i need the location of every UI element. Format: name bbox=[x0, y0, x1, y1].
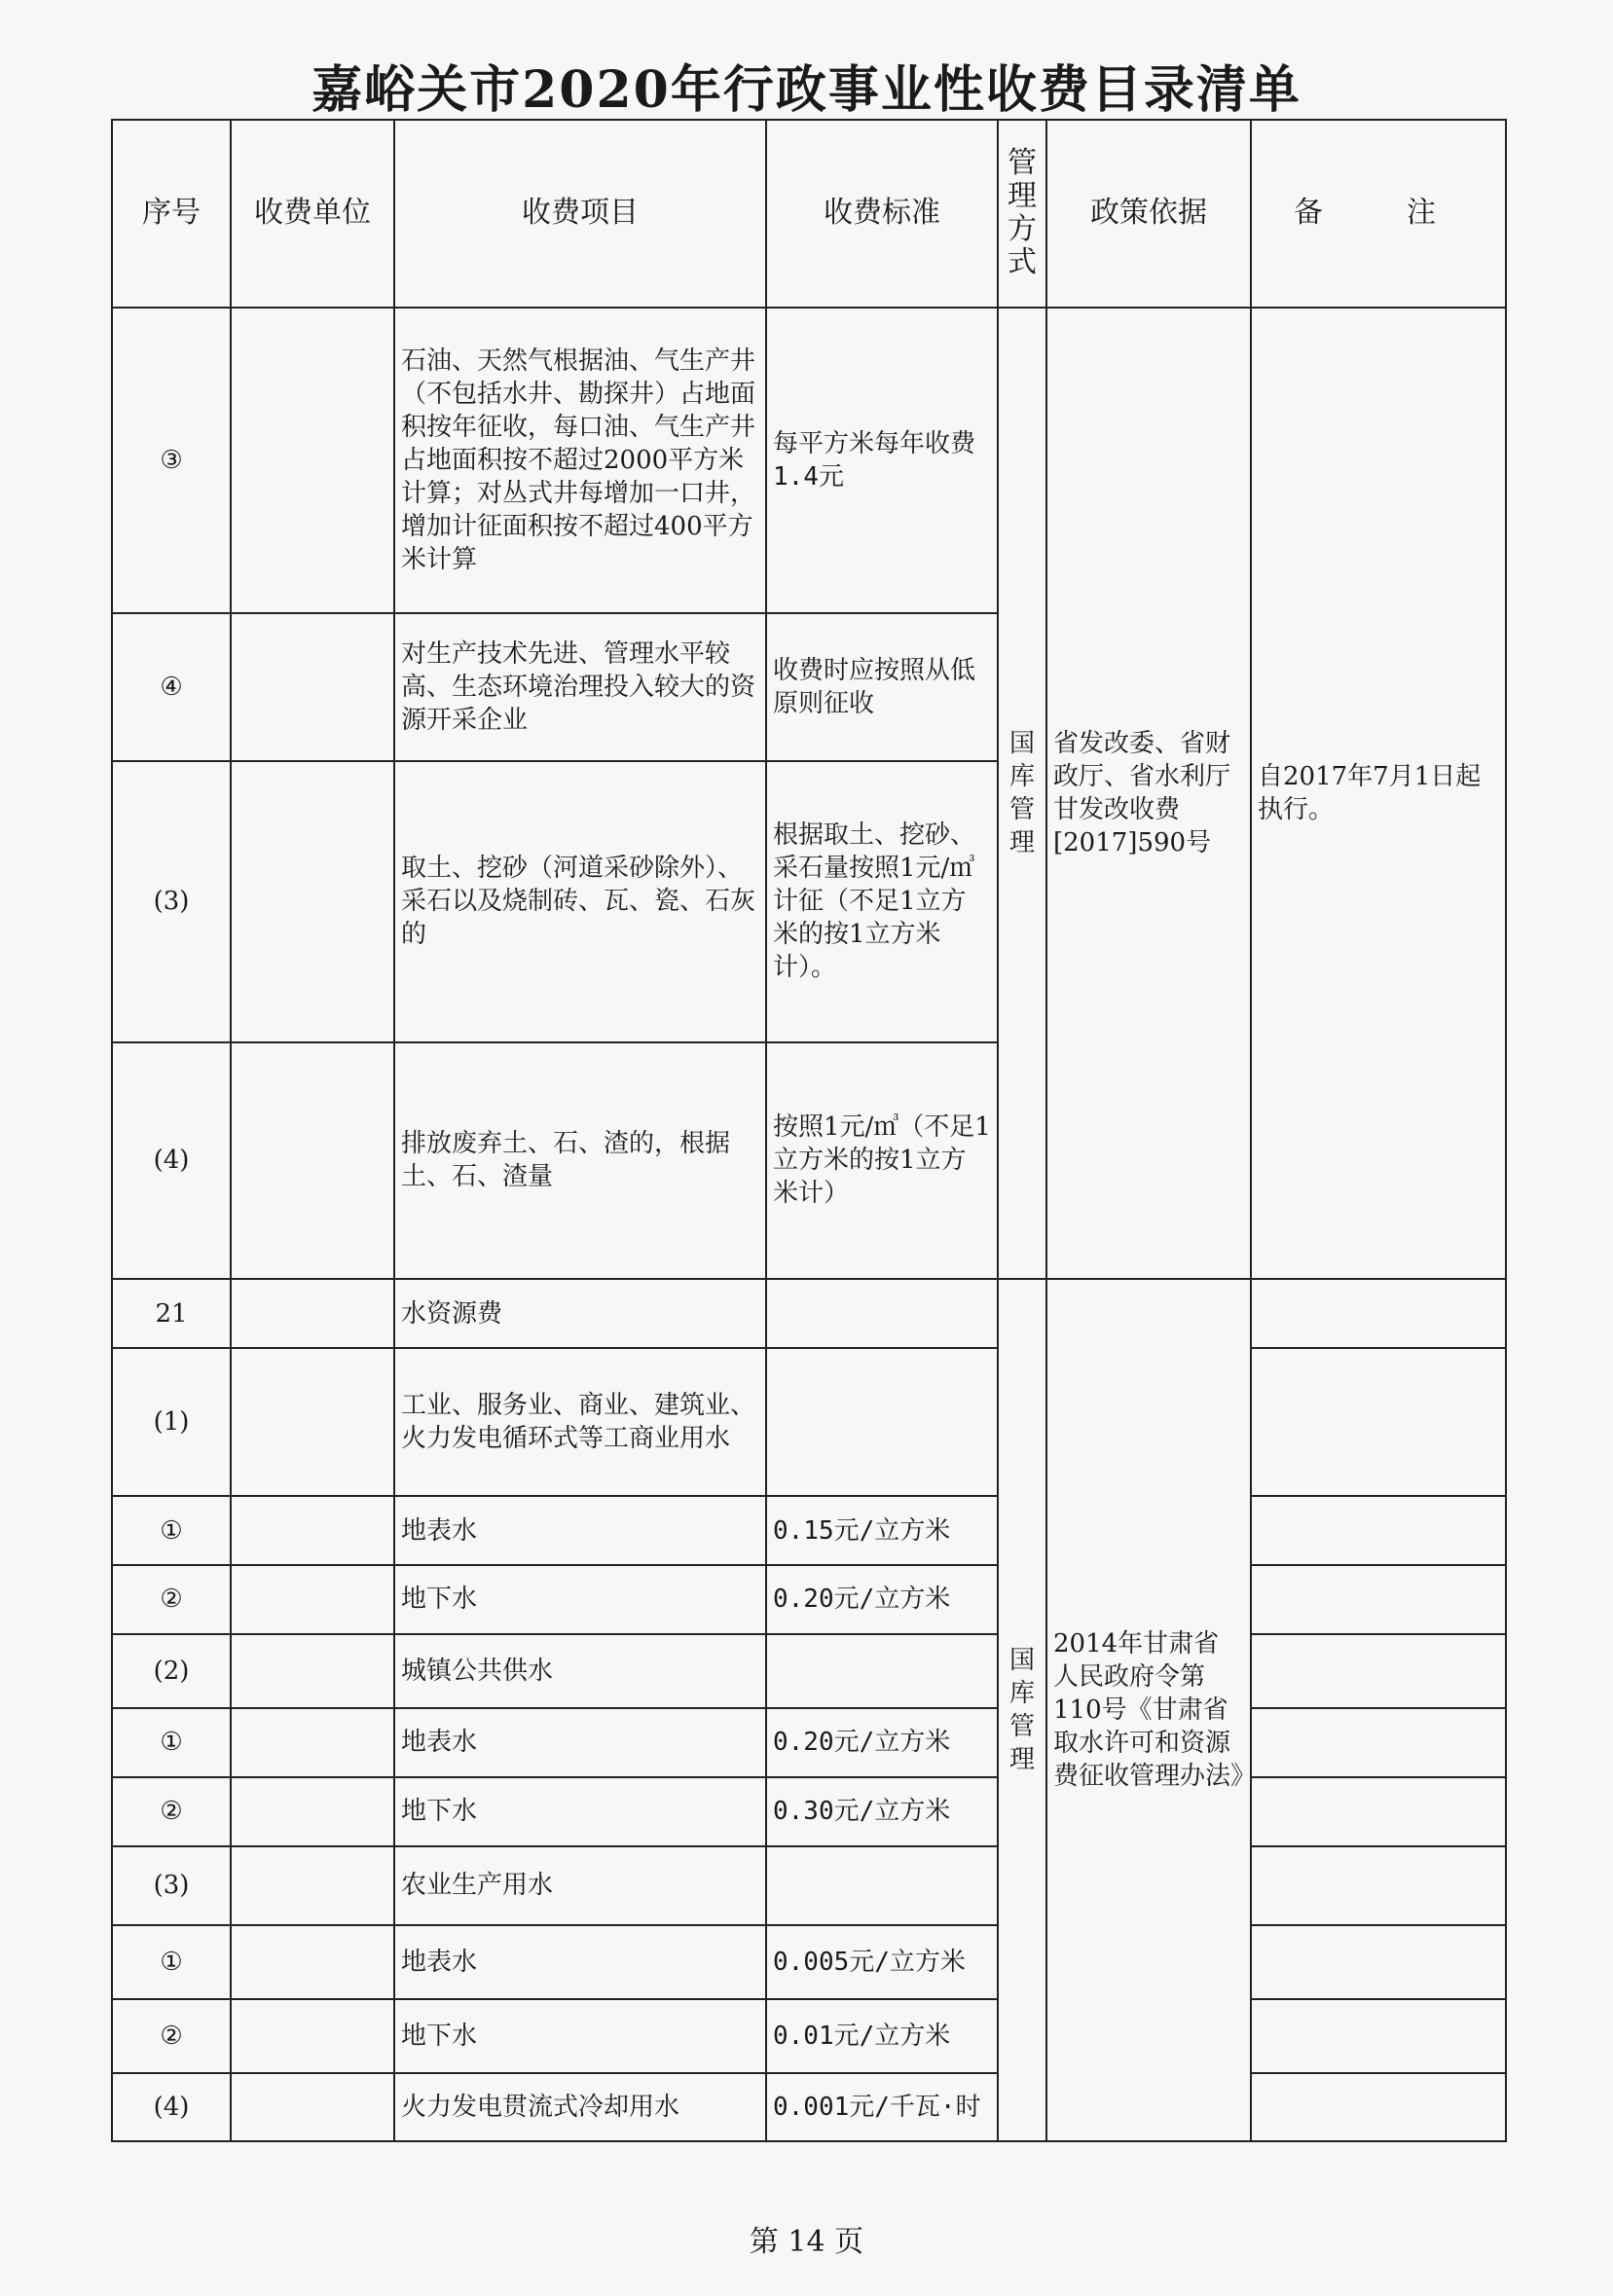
row-seq: ① bbox=[112, 1925, 231, 1999]
row-standard: 0.20元/立方米 bbox=[766, 1565, 998, 1634]
row-seq: 21 bbox=[112, 1279, 231, 1348]
row-item: 城镇公共供水 bbox=[394, 1634, 766, 1708]
row-standard bbox=[766, 1348, 998, 1496]
row-standard: 每平方米每年收费1.4元 bbox=[766, 308, 998, 613]
row-item: 农业生产用水 bbox=[394, 1846, 766, 1925]
remark-group1: 自2017年7月1日起执行。 bbox=[1251, 308, 1506, 1279]
row-item: 地表水 bbox=[394, 1925, 766, 1999]
remark-cell bbox=[1251, 1279, 1506, 1348]
header-remark: 备 注 bbox=[1251, 120, 1506, 308]
remark-cell bbox=[1251, 1777, 1506, 1846]
row-standard: 0.005元/立方米 bbox=[766, 1925, 998, 1999]
mgmt-method-group2: 国 库 管 理 bbox=[998, 1279, 1046, 2141]
row-unit bbox=[231, 1777, 394, 1846]
row-seq: (3) bbox=[112, 1846, 231, 1925]
row-unit bbox=[231, 1348, 394, 1496]
row-seq: (4) bbox=[112, 1042, 231, 1279]
row-standard bbox=[766, 1279, 998, 1348]
row-standard bbox=[766, 1846, 998, 1925]
row-unit bbox=[231, 308, 394, 613]
mgmt-method-group1: 国 库 管 理 bbox=[998, 308, 1046, 1279]
row-item: 地表水 bbox=[394, 1496, 766, 1565]
remark-cell bbox=[1251, 1565, 1506, 1634]
header-policy: 政策依据 bbox=[1046, 120, 1251, 308]
table-row bbox=[112, 308, 1506, 613]
remark-cell bbox=[1251, 1846, 1506, 1925]
row-standard: 收费时应按照从低原则征收 bbox=[766, 613, 998, 761]
policy-basis-group1: 省发改委、省财政厅、省水利厅甘发改收费[2017]590号 bbox=[1046, 308, 1251, 1279]
row-unit bbox=[231, 1565, 394, 1634]
table-row bbox=[112, 2073, 1506, 2141]
row-standard: 0.20元/立方米 bbox=[766, 1708, 998, 1777]
row-unit bbox=[231, 1042, 394, 1279]
table-row bbox=[112, 1999, 1506, 2073]
header-row bbox=[112, 120, 1506, 308]
remark-cell bbox=[1251, 1925, 1506, 1999]
row-item: 地下水 bbox=[394, 1565, 766, 1634]
row-seq: ① bbox=[112, 1708, 231, 1777]
row-standard: 0.15元/立方米 bbox=[766, 1496, 998, 1565]
row-unit bbox=[231, 1634, 394, 1708]
remark-cell bbox=[1251, 1348, 1506, 1496]
remark-cell bbox=[1251, 1999, 1506, 2073]
row-seq: (4) bbox=[112, 2073, 231, 2141]
row-standard: 按照1元/㎥（不足1立方米的按1立方米计） bbox=[766, 1042, 998, 1279]
row-item: 水资源费 bbox=[394, 1279, 766, 1348]
row-standard bbox=[766, 1634, 998, 1708]
row-item: 地下水 bbox=[394, 1999, 766, 2073]
table-row bbox=[112, 1708, 1506, 1777]
row-seq: ① bbox=[112, 1496, 231, 1565]
row-seq: (1) bbox=[112, 1348, 231, 1496]
row-seq: (3) bbox=[112, 761, 231, 1042]
row-unit bbox=[231, 1999, 394, 2073]
row-unit bbox=[231, 1846, 394, 1925]
row-standard: 0.30元/立方米 bbox=[766, 1777, 998, 1846]
table-row bbox=[112, 1925, 1506, 1999]
table-row bbox=[112, 1496, 1506, 1565]
fee-table bbox=[111, 119, 1507, 2142]
row-item: 地表水 bbox=[394, 1708, 766, 1777]
page-number: 第 14 页 bbox=[749, 2225, 864, 2259]
row-standard: 0.001元/千瓦·时 bbox=[766, 2073, 998, 2141]
row-seq: ② bbox=[112, 1565, 231, 1634]
row-item: 对生产技术先进、管理水平较高、生态环境治理投入较大的资源开采企业 bbox=[394, 613, 766, 761]
page-title: 嘉峪关市2020年行政事业性收费目录清单 bbox=[312, 60, 1301, 120]
row-unit bbox=[231, 1279, 394, 1348]
table-row bbox=[112, 1279, 1506, 1348]
row-seq: ③ bbox=[112, 308, 231, 613]
policy-basis-group2: 2014年甘肃省人民政府令第110号《甘肃省取水许可和资源费征收管理办法》 bbox=[1046, 1279, 1251, 2141]
row-seq: (2) bbox=[112, 1634, 231, 1708]
row-unit bbox=[231, 1496, 394, 1565]
row-item: 排放废弃土、石、渣的，根据土、石、渣量 bbox=[394, 1042, 766, 1279]
row-unit bbox=[231, 2073, 394, 2141]
table-row bbox=[112, 1565, 1506, 1634]
header-standard: 收费标准 bbox=[766, 120, 998, 308]
row-item: 石油、天然气根据油、气生产井（不包括水井、勘探井）占地面积按年征收，每口油、气生产井占地面积按不超过2000平方米计算；对丛式井每增加一口井，增加计征面积按不超过400平方米计算 bbox=[394, 308, 766, 613]
row-unit bbox=[231, 761, 394, 1042]
row-item: 地下水 bbox=[394, 1777, 766, 1846]
row-standard: 根据取土、挖砂、采石量按照1元/㎥计征（不足1立方米的按1立方米计）。 bbox=[766, 761, 998, 1042]
remark-cell bbox=[1251, 1496, 1506, 1565]
row-seq: ④ bbox=[112, 613, 231, 761]
header-mgmt: 管 理 方 式 bbox=[998, 120, 1046, 308]
table-row bbox=[112, 1634, 1506, 1708]
table-row bbox=[112, 1777, 1506, 1846]
table-row bbox=[112, 1348, 1506, 1496]
row-unit bbox=[231, 1708, 394, 1777]
remark-cell bbox=[1251, 2073, 1506, 2141]
row-seq: ② bbox=[112, 1999, 231, 2073]
remark-cell bbox=[1251, 1708, 1506, 1777]
row-standard: 0.01元/立方米 bbox=[766, 1999, 998, 2073]
row-seq: ② bbox=[112, 1777, 231, 1846]
row-item: 火力发电贯流式冷却用水 bbox=[394, 2073, 766, 2141]
header-seq: 序号 bbox=[112, 120, 231, 308]
table-row bbox=[112, 1846, 1506, 1925]
header-item: 收费项目 bbox=[394, 120, 766, 308]
row-item: 工业、服务业、商业、建筑业、火力发电循环式等工商业用水 bbox=[394, 1348, 766, 1496]
row-unit bbox=[231, 1925, 394, 1999]
row-item: 取土、挖砂（河道采砂除外）、采石以及烧制砖、瓦、瓷、石灰的 bbox=[394, 761, 766, 1042]
remark-cell bbox=[1251, 1634, 1506, 1708]
row-unit bbox=[231, 613, 394, 761]
header-unit: 收费单位 bbox=[231, 120, 394, 308]
